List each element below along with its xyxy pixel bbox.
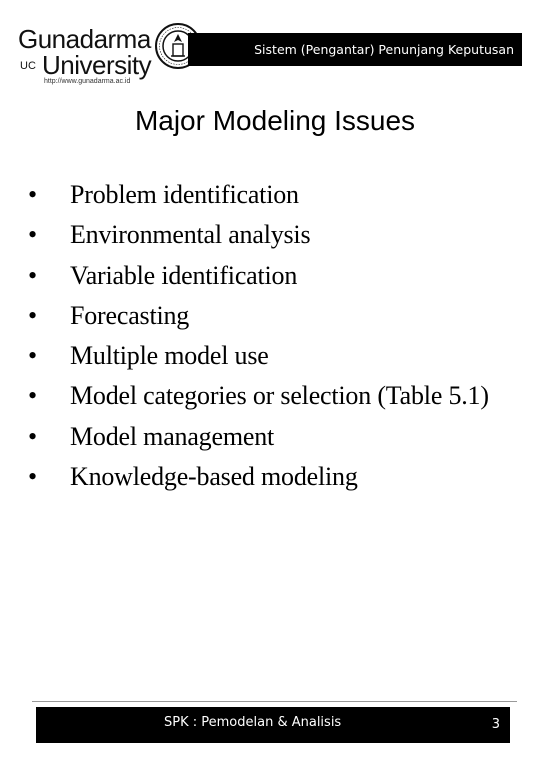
header-title-bar <box>188 33 522 66</box>
list-item <box>24 216 504 253</box>
slide-title: Major Modeling Issues <box>134 105 416 136</box>
bullet-icon: • <box>28 381 37 411</box>
footer-divider <box>32 701 517 702</box>
bullet-icon: • <box>28 462 37 492</box>
logo-name-line1: Gunadarma <box>18 24 151 54</box>
list-item <box>24 257 504 294</box>
bullet-icon: • <box>28 220 37 250</box>
footer-text: SPK : Pemodelan & Analisis <box>164 715 342 730</box>
list-item-text: Model categories or selection (Table 5.1) <box>70 381 489 411</box>
list-item <box>24 458 504 495</box>
list-item-text: Environmental analysis <box>70 220 311 250</box>
list-item <box>24 337 504 374</box>
logo-uc-mark: UC <box>20 60 36 72</box>
list-item-text: Model management <box>70 421 275 451</box>
page-number: 3 <box>491 717 500 732</box>
list-item-text: Problem identification <box>70 180 299 209</box>
bullet-icon: • <box>28 260 37 290</box>
university-logo <box>18 22 183 88</box>
list-item-text: Forecasting <box>70 300 190 330</box>
bullet-icon: • <box>28 300 37 330</box>
list-item <box>24 418 504 455</box>
list-item <box>24 297 504 334</box>
list-item-text: Multiple model use <box>70 341 269 371</box>
bullet-icon: • <box>28 341 37 371</box>
bullet-icon: • <box>28 421 37 451</box>
logo-name-line2: University <box>42 50 152 80</box>
logo-url: http://www.gunadarma.ac.id <box>44 78 131 85</box>
footer-bar <box>36 707 510 743</box>
bullet-list <box>24 176 504 498</box>
course-title: Sistem (Pengantar) Penunjang Keputusan <box>254 42 514 57</box>
list-item <box>24 377 504 414</box>
bullet-icon: • <box>28 180 37 209</box>
list-item-text: Variable identification <box>70 260 298 290</box>
list-item <box>24 176 504 213</box>
list-item-text: Knowledge-based modeling <box>70 462 358 492</box>
